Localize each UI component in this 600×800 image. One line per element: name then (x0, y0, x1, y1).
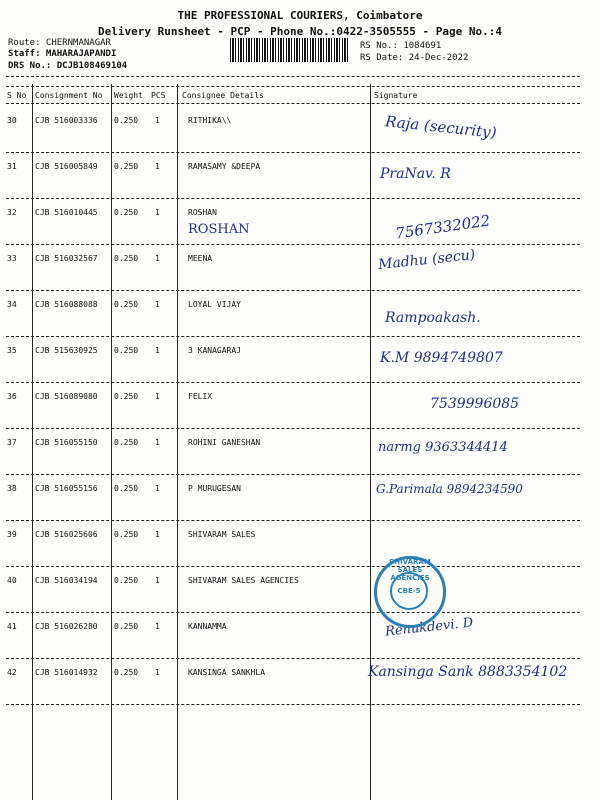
row-weight: 0.250 (114, 116, 139, 125)
row-consignee: 3 KANAGARAJ (188, 346, 241, 355)
row-consignee: FELIX (188, 392, 213, 401)
row-sno: 40 (7, 576, 17, 585)
row-weight: 0.250 (114, 668, 139, 677)
row-consignment: CJB 516010445 (35, 208, 98, 217)
row-weight: 0.250 (114, 254, 139, 263)
signature: Madhu (secu) (377, 246, 476, 274)
divider (6, 86, 580, 87)
row-consignment: CJB 516032567 (35, 254, 98, 263)
signature: Renukdevi. D (384, 615, 474, 640)
col-weight: Weight (114, 91, 143, 100)
row-weight: 0.250 (114, 576, 139, 585)
table-row (0, 384, 600, 430)
staff: Staff: MAHARAJAPANDI (8, 49, 117, 59)
row-weight: 0.250 (114, 622, 139, 631)
row-sno: 42 (7, 668, 17, 677)
table-row (0, 246, 600, 292)
row-consignment: CJB 516005849 (35, 162, 98, 171)
row-consignee: SHIVARAM SALES AGENCIES (188, 576, 299, 585)
row-consignment: CJB 516089080 (35, 392, 98, 401)
table-row (0, 476, 600, 522)
row-sno: 30 (7, 116, 17, 125)
row-weight: 0.250 (114, 300, 139, 309)
row-divider (6, 290, 580, 291)
row-consignment: CJB 516055156 (35, 484, 98, 493)
col-consignment: Consignment No (35, 91, 103, 100)
row-divider (6, 566, 580, 567)
row-consignment: CJB 516026280 (35, 622, 98, 631)
row-pcs: 1 (155, 392, 160, 401)
signature: 7539996085 (430, 396, 520, 412)
signature: Rampoakash. (385, 310, 481, 326)
row-consignment: CJB 515630925 (35, 346, 98, 355)
row-pcs: 1 (155, 438, 160, 447)
table-row (0, 522, 600, 568)
row-divider (6, 244, 580, 245)
row-sno: 37 (7, 438, 17, 447)
table-row (0, 292, 600, 338)
table-row (0, 430, 600, 476)
row-pcs: 1 (155, 162, 160, 171)
row-divider (6, 428, 580, 429)
row-sno: 31 (7, 162, 17, 171)
table-header (0, 89, 600, 101)
row-consignee: RAMASAMY &DEEPA (188, 162, 261, 171)
row-consignment: CJB 516003336 (35, 116, 98, 125)
row-weight: 0.250 (114, 346, 139, 355)
row-pcs: 1 (155, 576, 160, 585)
table-row (0, 568, 600, 614)
row-pcs: 1 (155, 346, 160, 355)
row-divider (6, 474, 580, 475)
row-sno: 38 (7, 484, 17, 493)
row-consignment: CJB 516055150 (35, 438, 98, 447)
row-weight: 0.250 (114, 438, 139, 447)
row-consignee: P MURUGESAN (188, 484, 241, 493)
row-pcs: 1 (155, 668, 160, 677)
rs-date: RS Date: 24-Dec-2022 (360, 53, 469, 63)
col-consignee: Consignee Details (182, 91, 264, 100)
row-consignee: LOYAL VIJAY (188, 300, 241, 309)
row-sno: 39 (7, 530, 17, 539)
row-divider (6, 658, 580, 659)
col-pcs: PCS (151, 91, 166, 100)
col-sno: S No (7, 91, 27, 100)
table-row (0, 660, 600, 706)
signature: Raja (security) (384, 112, 498, 142)
stamp-center: CBE-5 (390, 572, 428, 610)
row-sno: 35 (7, 346, 17, 355)
row-consignee: KANSINGA SANKHLA (188, 668, 266, 677)
table-row (0, 200, 600, 246)
row-consignee: SHIVARAM SALES (188, 530, 256, 539)
row-divider (6, 520, 580, 521)
row-divider (6, 382, 580, 383)
drs-number: DRS No.: DCJB108469104 (8, 61, 128, 71)
row-pcs: 1 (155, 530, 160, 539)
row-weight: 0.250 (114, 484, 139, 493)
divider (6, 103, 580, 104)
row-divider (6, 704, 580, 705)
signature: narmg 9363344414 (378, 440, 508, 455)
handwritten-name: ROSHAN (188, 222, 250, 237)
row-sno: 34 (7, 300, 17, 309)
row-pcs: 1 (155, 116, 160, 125)
row-consignee: MEENA (188, 254, 213, 263)
table-row (0, 338, 600, 384)
route: Route: CHERNMANAGAR (8, 38, 111, 48)
row-consignment: CJB 516014932 (35, 668, 98, 677)
row-pcs: 1 (155, 622, 160, 631)
row-weight: 0.250 (114, 208, 139, 217)
row-consignee: KANNAMMA (188, 622, 227, 631)
divider (6, 76, 580, 77)
row-divider (6, 152, 580, 153)
row-weight: 0.250 (114, 530, 139, 539)
signature: 7567332022 (394, 211, 492, 243)
row-sno: 41 (7, 622, 17, 631)
row-sno: 36 (7, 392, 17, 401)
table-row (0, 154, 600, 200)
row-sno: 33 (7, 254, 17, 263)
rs-number: RS No.: 1084691 (360, 41, 442, 51)
row-pcs: 1 (155, 254, 160, 263)
row-consignee: ROSHAN (188, 208, 217, 217)
signature: K.M 9894749807 (380, 350, 503, 366)
row-pcs: 1 (155, 484, 160, 493)
company-stamp (374, 556, 446, 628)
row-sno: 32 (7, 208, 17, 217)
row-consignment: CJB 516034194 (35, 576, 98, 585)
row-pcs: 1 (155, 208, 160, 217)
row-divider (6, 198, 580, 199)
runsheet-title: THE PROFESSIONAL COURIERS, Coimbatore (177, 9, 423, 22)
signature: G.Parimala 9894234590 (376, 482, 523, 496)
stamp-text: SHIVARAM SALES AGENCIES (389, 558, 431, 582)
row-divider (6, 336, 580, 337)
col-signature: Signature (374, 91, 418, 100)
row-consignment: CJB 516025606 (35, 530, 98, 539)
row-weight: 0.250 (114, 392, 139, 401)
signature: PraNav. R (380, 166, 451, 182)
row-consignee: ROHINI GANESHAN (188, 438, 261, 447)
runsheet-subtitle: Delivery Runsheet - PCP - Phone No.:0422-3505555 - Page No.:4 (98, 25, 502, 38)
signature: Kansinga Sank 8883354102 (368, 664, 568, 680)
row-consignment: CJB 516088088 (35, 300, 98, 309)
barcode (230, 38, 350, 62)
row-pcs: 1 (155, 300, 160, 309)
row-weight: 0.250 (114, 162, 139, 171)
table-row (0, 614, 600, 660)
row-consignee: RITHIKA\\ (188, 116, 232, 125)
row-divider (6, 612, 580, 613)
table-row (0, 108, 600, 154)
